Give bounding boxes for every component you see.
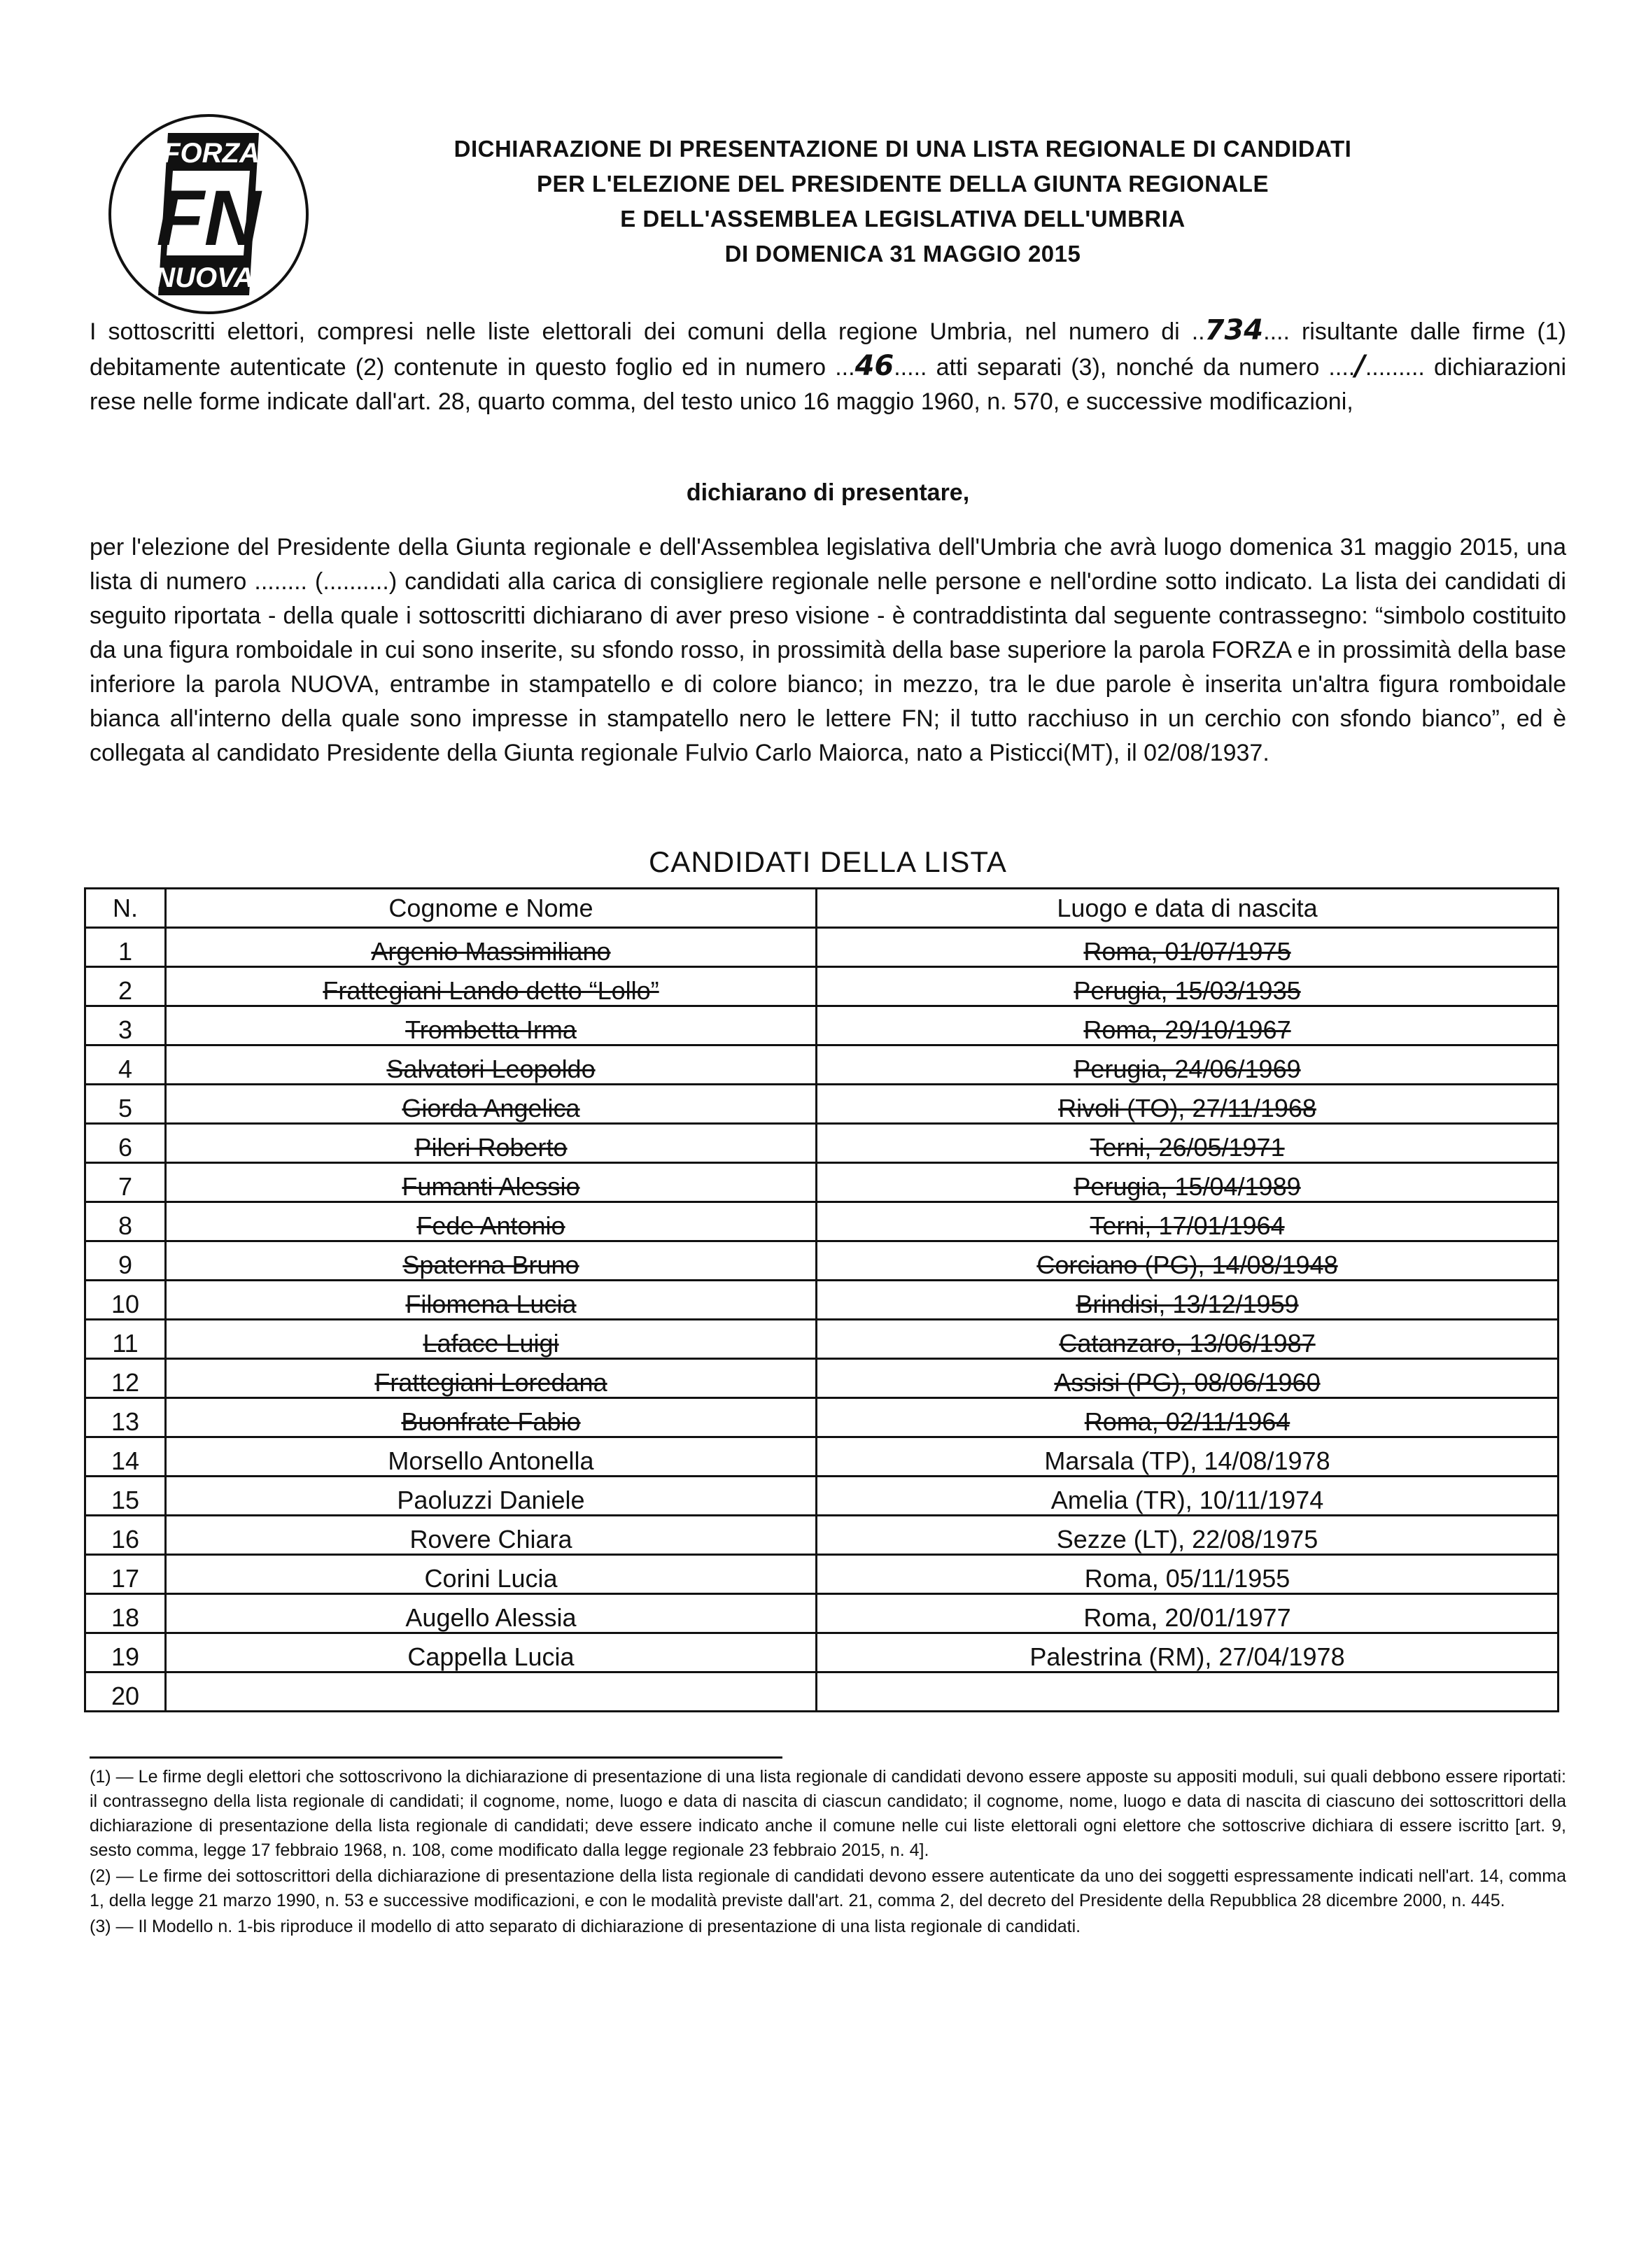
candidate-birth	[817, 1320, 1559, 1359]
candidate-birth	[817, 1672, 1559, 1712]
candidate-birth	[817, 1633, 1559, 1672]
handwritten-declaration-count: /	[1355, 350, 1365, 382]
header-line-4: DI DOMENICA 31 MAGGIO 2015	[724, 241, 1081, 267]
table-title: CANDIDATI DELLA LISTA	[649, 845, 1007, 878]
row-number	[85, 1633, 166, 1672]
header-line-2: PER L'ELEZIONE DEL PRESIDENTE DELLA GIUNTA REGIONALE	[537, 171, 1269, 197]
candidate-birth	[817, 1163, 1559, 1202]
candidate-name	[166, 1437, 817, 1477]
candidate-birth	[817, 1045, 1559, 1085]
candidate-birth-text: Assisi (PG), 08/06/1960	[1054, 1368, 1321, 1397]
table-row	[85, 1006, 1559, 1045]
candidate-name-text: Morsello Antonella	[388, 1446, 594, 1475]
table-row	[85, 1633, 1559, 1672]
candidate-name-text: Laface Luigi	[423, 1329, 559, 1358]
candidate-birth	[817, 1477, 1559, 1516]
candidate-name	[166, 1359, 817, 1398]
footnote-1: (1) — Le firme degli elettori che sottoscrivono la dichiarazione di presentazione di una lista regionale di candidati devono essere apposte su appositi moduli, sui quali debbono essere riportati: il contrassegno della lista regionale di candidati; il cognome, nome, luogo e data di nascita di ciascun candidato; il cognome, nome, luogo e data di nascita di ciascuno dei sottoscrittori della dichiarazione di presentazione della lista regionale di candidati; deve essere indicato anche il comune nelle cui liste elettorali ogni elettore che sottoscrive dichiara di essere iscritto [art. 9, sesto comma, legge 17 febbraio 1968, n. 108, come modificato dalla legge regionale 23 febbraio 2015, n. 4].	[90, 1767, 1566, 1860]
intro-text-c: ..... atti separati (3), nonché da numero ....	[894, 354, 1356, 381]
row-number	[85, 1398, 166, 1437]
table-row	[85, 1672, 1559, 1712]
candidate-birth-text: Perugia, 15/04/1989	[1074, 1172, 1301, 1201]
candidate-birth	[817, 1437, 1559, 1477]
candidate-birth	[817, 1359, 1559, 1398]
row-number-text: 5	[118, 1094, 133, 1122]
row-number	[85, 1320, 166, 1359]
intro-paragraph	[90, 314, 1566, 419]
row-number-text: 9	[118, 1251, 133, 1279]
candidate-name	[166, 1241, 817, 1281]
candidate-birth	[817, 1555, 1559, 1594]
party-logo	[106, 112, 311, 316]
candidate-name	[166, 1672, 817, 1712]
candidate-name	[166, 1516, 817, 1555]
row-number-text: 11	[112, 1329, 139, 1358]
header-number: N.	[85, 889, 166, 928]
row-number-text: 4	[118, 1055, 133, 1083]
candidate-birth-text: Terni, 17/01/1964	[1090, 1211, 1285, 1240]
intro-text-a: I sottoscritti elettori, compresi nelle liste elettorali dei comuni della regione Umbria, nel numero di ..	[90, 318, 1205, 345]
candidate-birth-text: Terni, 26/05/1971	[1090, 1133, 1285, 1162]
intro-text-d: ......... dichiarazioni rese nelle forme indicate dall'art. 28, quarto comma, del testo unico 16 maggio 1960, n. 570, e successive modificazioni,	[90, 354, 1566, 415]
table-row	[85, 1477, 1559, 1516]
candidate-birth-text: Perugia, 24/06/1969	[1074, 1055, 1301, 1083]
candidate-name-text: Pileri Roberto	[414, 1133, 568, 1162]
row-number-text: 14	[111, 1446, 140, 1475]
row-number-text: 2	[118, 976, 133, 1005]
row-number	[85, 1085, 166, 1124]
row-number-text: 8	[118, 1211, 133, 1240]
candidate-birth-text: Sezze (LT), 22/08/1975	[1056, 1525, 1318, 1554]
row-number-text: 19	[111, 1642, 140, 1671]
footnotes	[90, 1765, 1566, 1941]
table-row	[85, 1281, 1559, 1320]
table-row	[85, 1555, 1559, 1594]
candidate-birth	[817, 1124, 1559, 1163]
row-number	[85, 1516, 166, 1555]
candidate-birth-text: Roma, 20/01/1977	[1083, 1603, 1291, 1632]
table-row	[85, 1045, 1559, 1085]
table-row	[85, 1320, 1559, 1359]
candidate-birth-text: Roma, 02/11/1964	[1084, 1407, 1290, 1436]
row-number-text: 18	[111, 1603, 140, 1632]
candidate-name	[166, 1006, 817, 1045]
logo-top-word: FORZA	[163, 138, 260, 169]
candidate-name-text: Filomena Lucia	[405, 1290, 577, 1318]
header-line-3: E DELL'ASSEMBLEA LEGISLATIVA DELL'UMBRIA	[620, 206, 1186, 232]
row-number	[85, 1202, 166, 1241]
candidate-name	[166, 1124, 817, 1163]
handwritten-voter-count: 734	[1204, 314, 1264, 346]
candidate-birth-text: Perugia, 15/03/1935	[1074, 976, 1301, 1005]
table-row	[85, 1437, 1559, 1477]
table-header-row	[85, 889, 1559, 928]
table-row	[85, 1124, 1559, 1163]
candidate-birth	[817, 1241, 1559, 1281]
candidate-name-text: Paoluzzi Daniele	[397, 1486, 585, 1514]
candidate-name	[166, 928, 817, 967]
table-body	[85, 928, 1559, 1712]
table-row	[85, 928, 1559, 967]
candidate-name	[166, 1281, 817, 1320]
row-number-text: 6	[118, 1133, 133, 1162]
row-number	[85, 1477, 166, 1516]
candidate-name-text: Trombetta Irma	[405, 1015, 577, 1044]
footnote-divider	[90, 1756, 782, 1759]
handwritten-act-count: 46	[854, 350, 894, 382]
row-number-text: 17	[111, 1564, 140, 1593]
candidate-name	[166, 1398, 817, 1437]
row-number	[85, 1555, 166, 1594]
row-number	[85, 1045, 166, 1085]
candidate-birth	[817, 928, 1559, 967]
candidate-name	[166, 967, 817, 1006]
row-number-text: 13	[111, 1407, 140, 1436]
candidate-name-text: Rovere Chiara	[409, 1525, 572, 1554]
row-number	[85, 967, 166, 1006]
candidate-birth-text: Rivoli (TO), 27/11/1968	[1058, 1094, 1316, 1122]
row-number-text: 16	[111, 1525, 140, 1554]
candidate-name-text: Augello Alessia	[405, 1603, 577, 1632]
candidate-name-text: Giorda Angelica	[402, 1094, 580, 1122]
table-row	[85, 1398, 1559, 1437]
table-row	[85, 1202, 1559, 1241]
candidate-name	[166, 1163, 817, 1202]
row-number	[85, 1594, 166, 1633]
table-row	[85, 967, 1559, 1006]
candidate-name	[166, 1594, 817, 1633]
candidate-name	[166, 1633, 817, 1672]
candidate-birth	[817, 1516, 1559, 1555]
row-number-text: 20	[111, 1682, 140, 1710]
candidate-name-text: Fumanti Alessio	[402, 1172, 580, 1201]
header-name: Cognome e Nome	[166, 889, 817, 928]
row-number	[85, 928, 166, 967]
candidate-name-text: Cappella Lucia	[407, 1642, 575, 1671]
logo-emblem	[106, 112, 311, 316]
row-number-text: 3	[118, 1015, 133, 1044]
header-line-1: DICHIARAZIONE DI PRESENTAZIONE DI UNA LISTA REGIONALE DI CANDIDATI	[453, 136, 1352, 162]
candidate-birth	[817, 1594, 1559, 1633]
row-number	[85, 1006, 166, 1045]
candidate-name-text: Fede Antonio	[416, 1211, 565, 1240]
row-number-text: 12	[111, 1368, 140, 1397]
candidate-name	[166, 1555, 817, 1594]
row-number-text: 7	[118, 1172, 133, 1201]
candidate-birth	[817, 1281, 1559, 1320]
candidate-birth-text: Corciano (PG), 14/08/1948	[1036, 1251, 1338, 1279]
row-number	[85, 1672, 166, 1712]
candidates-table	[84, 887, 1559, 1712]
candidate-birth	[817, 1006, 1559, 1045]
candidate-name	[166, 1477, 817, 1516]
candidate-name-text: Frattegiani Loredana	[374, 1368, 607, 1397]
table-row	[85, 1163, 1559, 1202]
row-number-text: 15	[111, 1486, 140, 1514]
candidate-name-text: Salvatori Leopoldo	[386, 1055, 596, 1083]
row-number	[85, 1241, 166, 1281]
candidate-birth-text: Amelia (TR), 10/11/1974	[1050, 1486, 1324, 1514]
candidate-birth	[817, 1085, 1559, 1124]
candidate-birth-text: Roma, 05/11/1955	[1084, 1564, 1290, 1593]
candidate-birth	[817, 1398, 1559, 1437]
row-number	[85, 1163, 166, 1202]
row-number	[85, 1359, 166, 1398]
table-row	[85, 1359, 1559, 1398]
header-birth: Luogo e data di nascita	[817, 889, 1559, 928]
candidate-name	[166, 1045, 817, 1085]
table-row	[85, 1594, 1559, 1633]
candidate-birth-text: Roma, 29/10/1967	[1083, 1015, 1291, 1044]
candidate-birth-text: Catanzaro, 13/06/1987	[1059, 1329, 1316, 1358]
footnote-2: (2) — Le firme dei sottoscrittori della dichiarazione di presentazione della lista regionale di candidati devono essere autenticate da uno dei soggetti espressamente indicati nell'art. 14, comma 1, della legge 21 marzo 1990, n. 53 e successive modificazioni, e con le modalità previste dall'art. 21, comma 2, del decreto del Presidente della Repubblica 28 dicembre 2000, n. 445.	[90, 1866, 1566, 1910]
candidate-birth-text: Brindisi, 13/12/1959	[1076, 1290, 1299, 1318]
table-row	[85, 1241, 1559, 1281]
candidate-birth-text: Palestrina (RM), 27/04/1978	[1029, 1642, 1345, 1671]
candidate-name-text: Buonfrate Fabio	[401, 1407, 581, 1436]
candidate-name-text: Spaterna Bruno	[402, 1251, 579, 1279]
logo-center-letters: FN	[156, 174, 261, 262]
candidate-name-text: Argenio Massimiliano	[371, 937, 611, 966]
document-header	[329, 132, 1477, 272]
candidate-name	[166, 1202, 817, 1241]
candidate-birth	[817, 1202, 1559, 1241]
intro-text-b: .... risultante dalle firme (1) debitamente autenticate (2) contenute in questo foglio ed in numero ...	[90, 318, 1566, 381]
table-row	[85, 1085, 1559, 1124]
row-number	[85, 1124, 166, 1163]
candidate-birth-text: Marsala (TP), 14/08/1978	[1044, 1446, 1330, 1475]
row-number-text: 1	[118, 937, 133, 966]
candidate-birth	[817, 967, 1559, 1006]
row-number-text: 10	[111, 1290, 140, 1318]
candidate-birth-text: Roma, 01/07/1975	[1083, 937, 1291, 966]
declaration-heading: dichiarano di presentare,	[686, 479, 970, 506]
candidate-name-text: Corini Lucia	[424, 1564, 558, 1593]
footnote-3: (3) — Il Modello n. 1-bis riproduce il modello di atto separato di dichiarazione di presentazione di una lista regionale di candidati.	[90, 1917, 1081, 1936]
candidate-name-text: Frattegiani Lando detto “Lollo”	[323, 976, 659, 1005]
main-paragraph: per l'elezione del Presidente della Giunta regionale e dell'Assemblea legislativa dell'Umbria che avrà luogo domenica 31 maggio 2015, una lista di numero ........ (..........) candidati alla carica di consigliere regionale nelle persone e nell'ordine sotto indicato. La lista dei candidati di seguito riportata - della quale i sottoscritti dichiarano di aver preso visione - è contraddistinta dal seguente contrassegno: “simbolo costituito da una figura romboidale in cui sono inserite, su sfondo rosso, in prossimità della base superiore la parola FORZA e in prossimità della base inferiore la parola NUOVA, entrambe in stampatello e di colore bianco; in mezzo, tra le due parole è inserita un'altra figura romboidale bianca all'interno della quale sono impresse in stampatello nero le lettere FN; il tutto racchiuso in un cerchio con sfondo bianco”, ed è collegata al candidato Presidente della Giunta regionale Fulvio Carlo Maiorca, nato a Pisticci(MT), il 02/08/1937.	[90, 534, 1566, 766]
logo-bottom-word: NUOVA	[155, 262, 254, 293]
candidate-name	[166, 1320, 817, 1359]
candidate-name	[166, 1085, 817, 1124]
table-row	[85, 1516, 1559, 1555]
row-number	[85, 1437, 166, 1477]
row-number	[85, 1281, 166, 1320]
